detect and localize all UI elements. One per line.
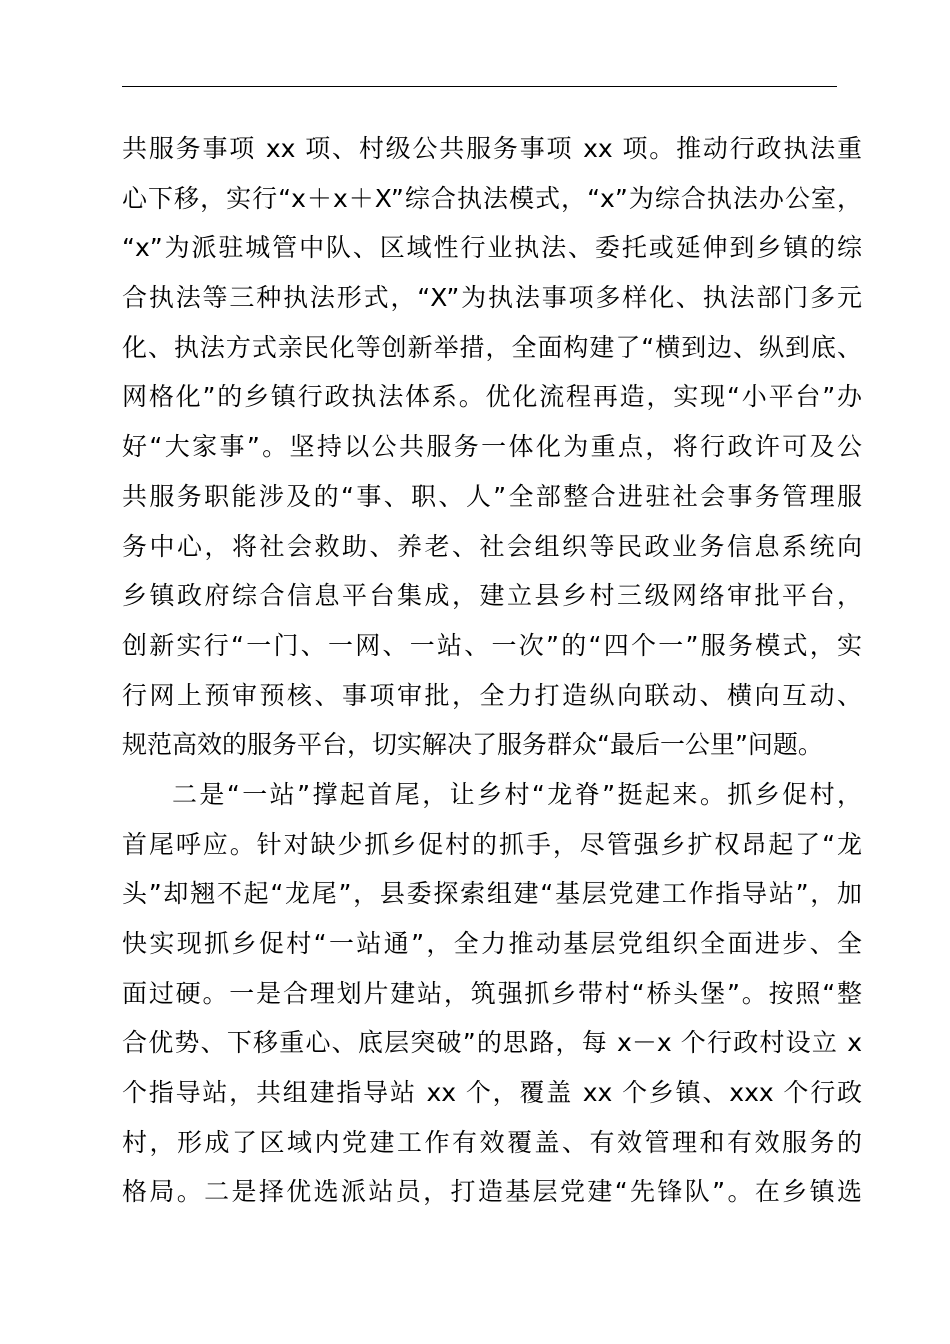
text-line: 个指导站，共组建指导站 xx 个，覆盖 xx 个乡镇、xxx 个行政 bbox=[122, 1078, 862, 1108]
text-line: “x”为派驻城管中队、区域性行业执法、委托或延伸到乡镇的综 bbox=[122, 233, 862, 263]
text-line: 共服务事项 xx 项、村级公共服务事项 xx 项。推动行政执法重 bbox=[122, 134, 862, 163]
text-line: 乡镇政府综合信息平台集成，建立县乡村三级网络审批平台， bbox=[122, 581, 862, 611]
text-line: 务中心，将社会救助、养老、社会组织等民政业务信息系统向 bbox=[122, 531, 862, 561]
text-line: 规范高效的服务平台，切实解决了服务群众“最后一公里”问题。 bbox=[122, 730, 823, 760]
text-line: 创新实行“一门、一网、一站、一次”的“四个一”服务模式，实 bbox=[122, 630, 862, 660]
document-body bbox=[122, 124, 862, 1217]
text-line: 共服务职能涉及的“事、职、人”全部整合进驻社会事务管理服 bbox=[122, 481, 862, 511]
text-line: 首尾呼应。针对缺少抓乡促村的抓手，尽管强乡扩权昂起了“龙 bbox=[122, 829, 862, 859]
text-line: 面过硬。一是合理划片建站，筑强抓乡带村“桥头堡”。按照“整 bbox=[122, 978, 862, 1008]
text-line: 网格化”的乡镇行政执法体系。优化流程再造，实现“小平台”办 bbox=[122, 382, 862, 412]
text-line: 好“大家事”。坚持以公共服务一体化为重点，将行政许可及公 bbox=[122, 432, 862, 462]
text-line: 合执法等三种执法形式，“X”为执法事项多样化、执法部门多元 bbox=[122, 283, 862, 313]
paragraph-start-line: 二是“一站”撑起首尾，让乡村“龙脊”挺起来。抓乡促村， bbox=[172, 779, 862, 809]
text-line: 快实现抓乡促村“一站通”，全力推动基层党组织全面进步、全 bbox=[122, 929, 862, 958]
text-line: 合优势、下移重心、底层突破”的思路，每 x－x 个行政村设立 x bbox=[122, 1028, 862, 1058]
text-line: 化、执法方式亲民化等创新举措，全面构建了“横到边、纵到底、 bbox=[122, 332, 862, 362]
text-line: 村，形成了区域内党建工作有效覆盖、有效管理和有效服务的 bbox=[122, 1127, 862, 1157]
text-line: 行网上预审预核、事项审批，全力打造纵向联动、横向互动、 bbox=[122, 680, 862, 710]
text-line: 头”却翘不起“龙尾”，县委探索组建“基层党建工作指导站”，加 bbox=[122, 879, 862, 909]
text-line: 心下移，实行“x＋x＋X”综合执法模式，“x”为综合执法办公室， bbox=[122, 183, 862, 213]
text-line: 格局。二是择优选派站员，打造基层党建“先锋队”。在乡镇选 bbox=[122, 1177, 862, 1207]
header-rule bbox=[122, 86, 837, 87]
